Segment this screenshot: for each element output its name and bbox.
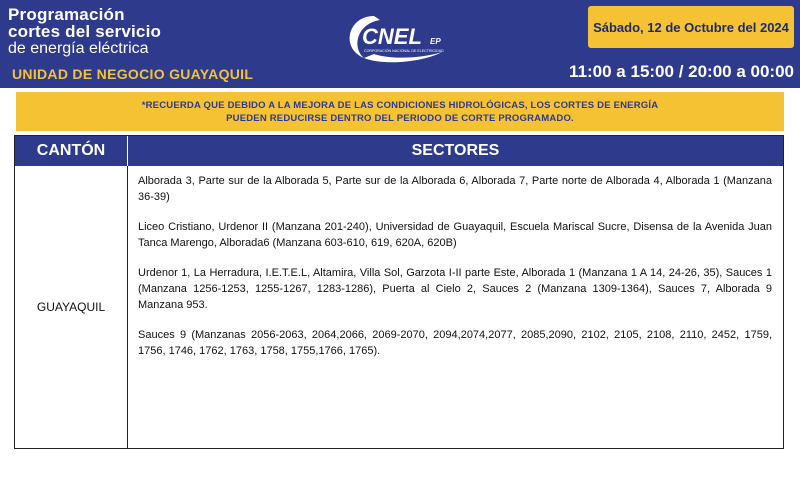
schedule-table: [14, 135, 784, 449]
notice-line-1: *RECUERDA QUE DEBIDO A LA MEJORA DE LAS CONDICIONES HIDROLÓGICAS, LOS CORTES DE ENERGÍA: [141, 99, 659, 111]
title-line-1: Programación: [8, 5, 125, 24]
notice-banner: [16, 92, 784, 131]
business-unit-label: UNIDAD DE NEGOCIO GUAYAQUIL: [12, 66, 254, 82]
sector-group: Sauces 9 (Manzanas 2056-2063, 2064,2066, 2069-2070, 2094,2074,2077, 2085,2090, 2102, 2105, 2108, 2110, 2452, 1759, 1756, 1746, 1762, 1763, 1758, 1755,1766, 1765).: [138, 329, 772, 357]
date-text: Sábado, 12 de Octubre del 2024: [593, 19, 789, 35]
logo-tagline-text: CORPORACIÓN NACIONAL DE ELECTRICIDAD: [364, 49, 444, 53]
sectores-cell: [138, 173, 772, 373]
header-sectores: SECTORES: [411, 142, 500, 159]
page-title: [8, 6, 161, 58]
sector-group: Urdenor 1, La Herradura, I.E.T.E.L, Altamira, Villa Sol, Garzota I-II parte Este, Alborada 1 (Manzana 1 A 14, 24-26, 35), Sauces 1 (Manzana 1256-1253, 1255-1267, 1283-1286), Puerta al Cielo 2, Sauces 2 (Manzana 1309-1364), Sauces 7, Alborada 9 Manzana 953.: [138, 267, 772, 311]
title-line-2: cortes del servicio: [8, 22, 162, 41]
title-line-3: de energía eléctrica: [8, 40, 149, 57]
cnel-logo: [334, 8, 474, 68]
notice-line-2: PUEDEN REDUCIRSE DENTRO DEL PERIODO DE CORTE PROGRAMADO.: [226, 112, 574, 124]
header-canton: CANTÓN: [15, 136, 128, 166]
sector-group: Liceo Cristiano, Urdenor II (Manzana 201-240), Universidad de Guayaquil, Escuela Mariscal Sucre, Disensa de la Avenida Juan Tanca Marengo, Alborada6 (Manzana 603-610, 619, 620A, 620B): [138, 221, 772, 249]
canton-cell: GUAYAQUIL: [15, 166, 128, 448]
table-header-row: [15, 136, 783, 166]
sector-group: Alborada 3, Parte sur de la Alborada 5, Parte sur de la Alborada 6, Alborada 7, Parte norte de Alborada 4, Alborada 1 (Manzana 36-39): [138, 175, 772, 203]
logo-suffix-text: EP: [430, 37, 441, 46]
header-banner: [0, 0, 800, 88]
time-range: 11:00 a 15:00 / 20:00 a 00:00: [569, 62, 794, 81]
date-badge: [588, 6, 794, 48]
logo-main-text: CNEL: [362, 24, 422, 49]
